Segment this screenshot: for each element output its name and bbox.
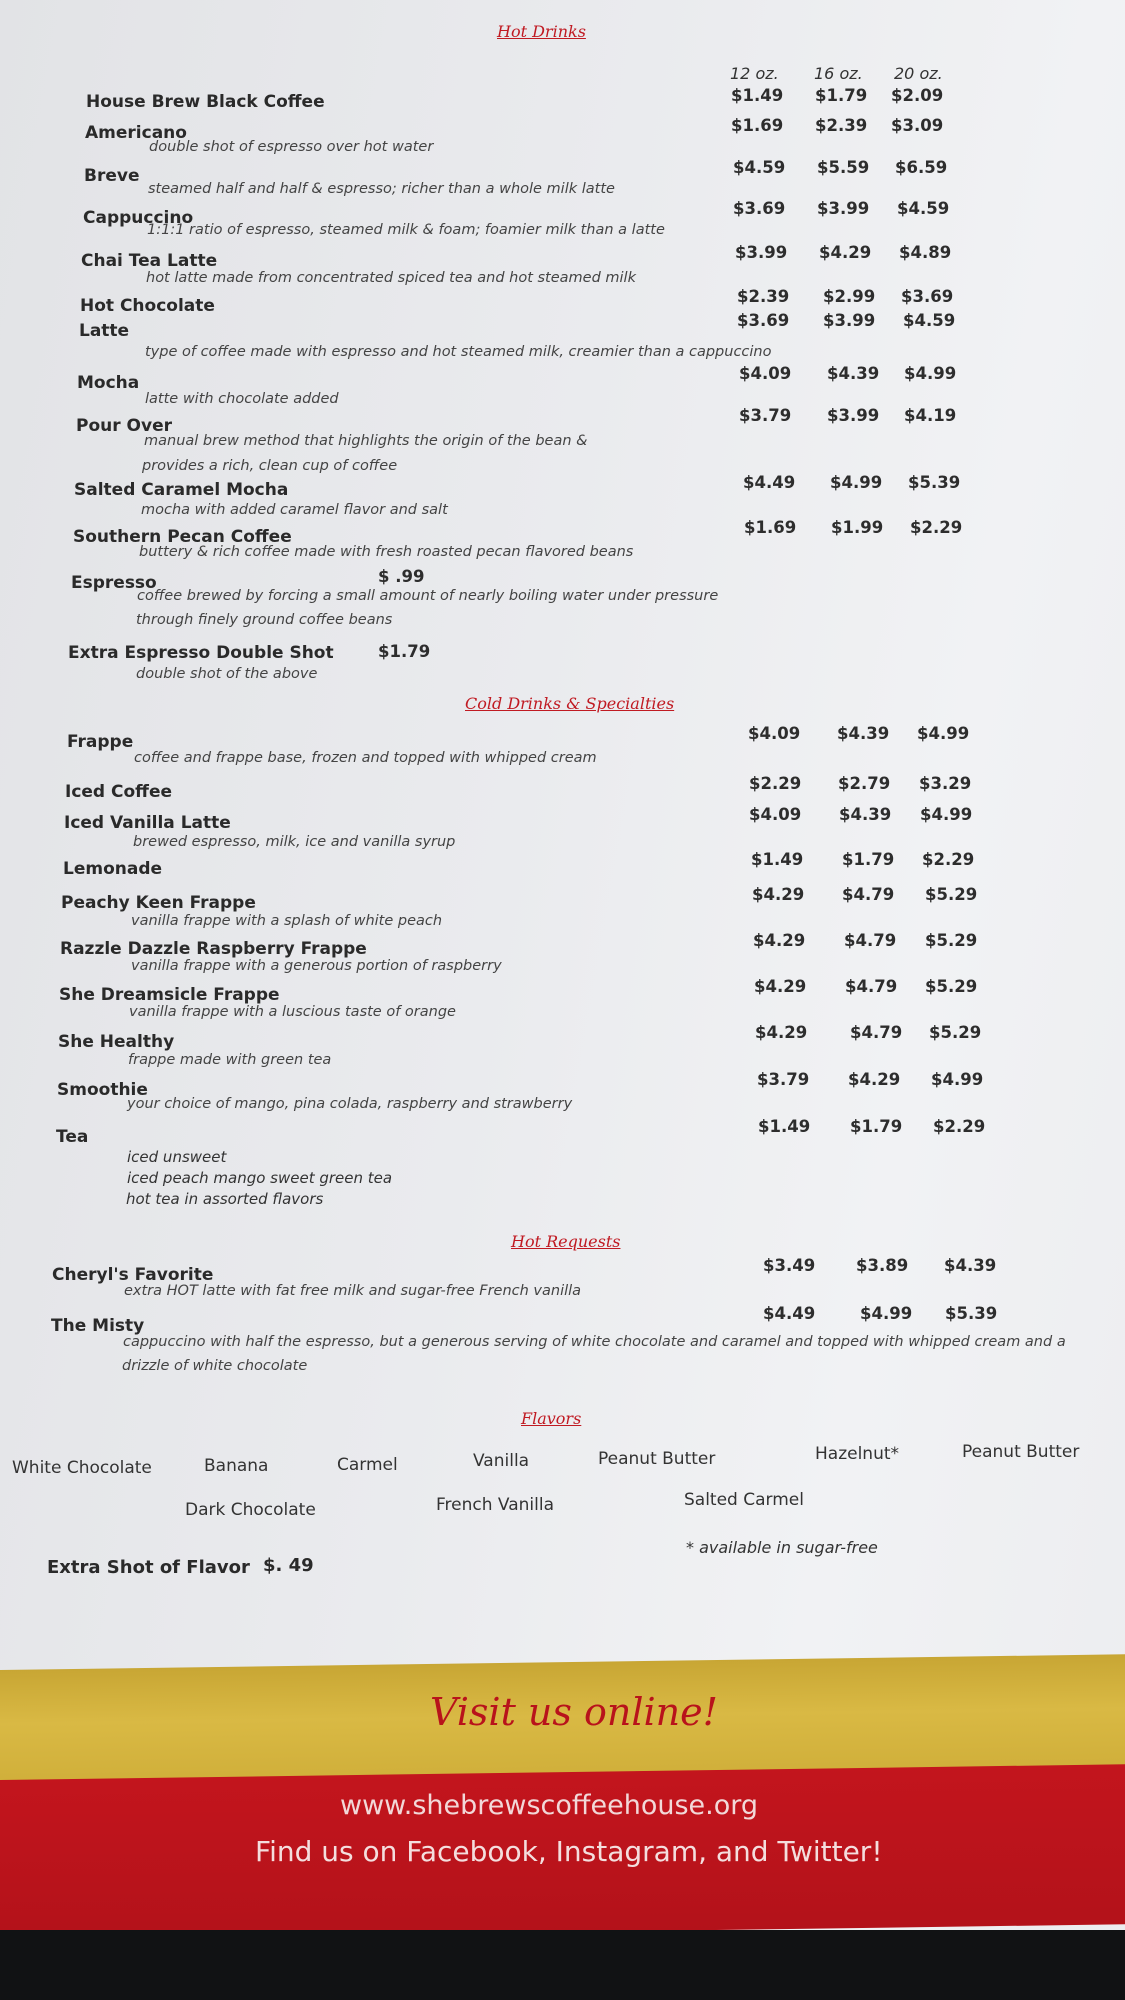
item-name: Espresso <box>71 573 157 593</box>
item-price: $2.29 <box>922 850 975 869</box>
item-description: vanilla frappe with a generous portion of raspberry <box>131 958 502 974</box>
item-description: vanilla frappe with a luscious taste of orange <box>129 1004 456 1020</box>
section-title-cold-drinks: Cold Drinks & Specialties <box>465 694 675 713</box>
item-price: $3.29 <box>919 774 972 793</box>
item-name: Southern Pecan Coffee <box>73 527 292 547</box>
flavor-item: Salted Carmel <box>684 1490 804 1510</box>
item-name: Iced Vanilla Latte <box>64 813 231 833</box>
item-price: $1.49 <box>758 1117 811 1136</box>
visit-us-online-heading: Visit us online! <box>430 1690 718 1734</box>
item-description: vanilla frappe with a splash of white peach <box>131 913 443 929</box>
item-name: Latte <box>79 321 130 341</box>
item-price: $4.59 <box>733 158 786 177</box>
item-name: Smoothie <box>57 1080 148 1100</box>
item-name: Mocha <box>77 373 140 393</box>
item-price: $4.09 <box>739 364 792 383</box>
size-header-12oz: 12 oz. <box>730 64 779 83</box>
item-name: Breve <box>84 166 140 186</box>
item-price: $4.99 <box>860 1304 913 1323</box>
item-name: House Brew Black Coffee <box>86 92 325 112</box>
social-media-text: Find us on Facebook, Instagram, and Twitter! <box>255 1835 883 1868</box>
item-price: $2.29 <box>910 518 963 537</box>
item-price: $3.99 <box>823 311 876 330</box>
item-price: $1.69 <box>731 116 784 135</box>
item-description: 1:1:1 ratio of espresso, steamed milk & foam; foamier milk than a latte <box>147 222 665 238</box>
item-price: $5.29 <box>925 977 978 996</box>
item-price: $3.69 <box>733 199 786 218</box>
item-name: She Healthy <box>58 1032 175 1052</box>
item-description: mocha with added caramel flavor and salt <box>141 502 448 518</box>
item-price: $4.49 <box>763 1304 816 1323</box>
website-link[interactable]: www.shebrewscoffeehouse.org <box>340 1790 759 1821</box>
item-price: $2.09 <box>891 86 944 105</box>
item-price: $3.79 <box>757 1070 810 1089</box>
item-description: type of coffee made with espresso and hot steamed milk, creamier than a cappuccino <box>145 344 772 360</box>
item-description: frappe made with green tea <box>128 1052 332 1068</box>
item-price: $ .99 <box>378 567 425 586</box>
item-price: $5.39 <box>945 1304 998 1323</box>
tea-option: hot tea in assorted flavors <box>126 1190 324 1208</box>
item-price: $5.29 <box>925 931 978 950</box>
item-price: $4.39 <box>827 364 880 383</box>
item-name: Americano <box>85 123 187 143</box>
item-price: $2.39 <box>737 287 790 306</box>
item-price: $4.59 <box>897 199 950 218</box>
item-name: Chai Tea Latte <box>81 251 218 271</box>
flavor-item: French Vanilla <box>436 1495 555 1515</box>
item-price: $4.09 <box>748 724 801 743</box>
item-name: Razzle Dazzle Raspberry Frappe <box>60 939 367 959</box>
item-price: $2.99 <box>823 287 876 306</box>
item-price: $4.29 <box>752 885 805 904</box>
item-description: steamed half and half & espresso; richer than a whole milk latte <box>148 181 615 197</box>
sugar-free-note: * available in sugar-free <box>686 1538 878 1557</box>
item-price: $4.79 <box>845 977 898 996</box>
item-price: $4.29 <box>848 1070 901 1089</box>
item-name: Salted Caramel Mocha <box>74 480 289 500</box>
item-price: $1.99 <box>831 518 884 537</box>
item-description: hot latte made from concentrated spiced tea and hot steamed milk <box>146 270 636 286</box>
item-price: $4.99 <box>920 805 973 824</box>
item-price: $4.39 <box>839 805 892 824</box>
item-price: $2.29 <box>933 1117 986 1136</box>
item-name: Lemonade <box>63 859 163 879</box>
item-description: latte with chocolate added <box>145 391 339 407</box>
tea-option: iced peach mango sweet green tea <box>127 1169 393 1187</box>
item-price: $4.29 <box>755 1023 808 1042</box>
item-price: $6.59 <box>895 158 948 177</box>
flavor-item: White Chocolate <box>12 1458 152 1478</box>
item-price: $4.99 <box>931 1070 984 1089</box>
item-name: She Dreamsicle Frappe <box>59 985 280 1005</box>
item-price: $4.99 <box>904 364 957 383</box>
flavor-item: Peanut Butter <box>962 1442 1080 1462</box>
item-description: brewed espresso, milk, ice and vanilla syrup <box>133 834 456 850</box>
item-description: extra HOT latte with fat free milk and sugar-free French vanilla <box>124 1283 582 1299</box>
item-price: $3.09 <box>891 116 944 135</box>
item-price: $4.19 <box>904 406 957 425</box>
item-name: Iced Coffee <box>65 782 173 802</box>
item-price: $4.79 <box>844 931 897 950</box>
item-price: $2.39 <box>815 116 868 135</box>
table-surface <box>0 1930 1125 2000</box>
item-price: $4.59 <box>903 311 956 330</box>
tea-option: iced unsweet <box>127 1148 227 1166</box>
flavor-item: Hazelnut* <box>815 1444 900 1464</box>
item-price: $4.29 <box>754 977 807 996</box>
flavor-item: Banana <box>204 1456 269 1476</box>
flavor-item: Dark Chocolate <box>185 1500 316 1520</box>
item-price: $1.79 <box>815 86 868 105</box>
item-price: $4.09 <box>749 805 802 824</box>
item-price: $3.49 <box>763 1256 816 1275</box>
item-description: double shot of the above <box>136 666 318 682</box>
item-price: $4.99 <box>917 724 970 743</box>
item-price: $3.99 <box>827 406 880 425</box>
flavor-item: Peanut Butter <box>598 1449 716 1469</box>
item-name: Cheryl's Favorite <box>52 1265 214 1285</box>
item-price: $2.29 <box>749 774 802 793</box>
item-price: $1.49 <box>731 86 784 105</box>
section-title-hot-requests: Hot Requests <box>511 1232 621 1251</box>
item-description: coffee brewed by forcing a small amount of nearly boiling water under pressure <box>137 588 719 604</box>
item-price: $3.99 <box>735 243 788 262</box>
item-price: $5.29 <box>929 1023 982 1042</box>
item-description: coffee and frappe base, frozen and topped with whipped cream <box>134 750 597 766</box>
item-name: The Misty <box>51 1316 145 1336</box>
item-description: manual brew method that highlights the origin of the bean & <box>144 433 588 449</box>
size-header-16oz: 16 oz. <box>814 64 863 83</box>
item-name: Tea <box>56 1127 89 1147</box>
item-price: $3.89 <box>856 1256 909 1275</box>
item-price: $5.29 <box>925 885 978 904</box>
item-price: $4.99 <box>830 473 883 492</box>
item-price: $1.79 <box>378 642 431 661</box>
section-title-hot-drinks: Hot Drinks <box>497 22 586 41</box>
flavor-item: Carmel <box>337 1455 398 1475</box>
item-price: $1.79 <box>850 1117 903 1136</box>
item-price: $1.49 <box>751 850 804 869</box>
item-description: cappuccino with half the espresso, but a generous serving of white chocolate and caramel and topped with whipped cream and a <box>123 1334 1066 1350</box>
item-price: $3.69 <box>737 311 790 330</box>
item-name: Peachy Keen Frappe <box>61 893 256 913</box>
item-price: $4.49 <box>743 473 796 492</box>
item-price: $4.89 <box>899 243 952 262</box>
item-description: buttery & rich coffee made with fresh roasted pecan flavored beans <box>139 544 634 560</box>
item-price: $4.39 <box>944 1256 997 1275</box>
item-name: Cappuccino <box>83 208 194 228</box>
item-price: $5.59 <box>817 158 870 177</box>
item-description: drizzle of white chocolate <box>122 1358 308 1374</box>
item-description: provides a rich, clean cup of coffee <box>142 458 398 474</box>
item-price: $4.79 <box>850 1023 903 1042</box>
item-price: $4.79 <box>842 885 895 904</box>
item-price: $3.69 <box>901 287 954 306</box>
item-price: $4.39 <box>837 724 890 743</box>
item-name: Frappe <box>67 732 134 752</box>
section-title-flavors: Flavors <box>521 1409 582 1428</box>
flavor-item: Vanilla <box>473 1451 530 1471</box>
item-description: your choice of mango, pina colada, raspberry and strawberry <box>127 1096 573 1112</box>
item-name: Pour Over <box>76 416 172 436</box>
extra-shot-price: $. 49 <box>263 1555 314 1576</box>
item-price: $4.29 <box>819 243 872 262</box>
item-price: $2.79 <box>838 774 891 793</box>
item-price: $3.79 <box>739 406 792 425</box>
item-price: $1.79 <box>842 850 895 869</box>
item-price: $4.29 <box>753 931 806 950</box>
item-description: double shot of espresso over hot water <box>149 139 434 155</box>
item-price: $3.99 <box>817 199 870 218</box>
item-description: through finely ground coffee beans <box>136 612 393 628</box>
item-price: $1.69 <box>744 518 797 537</box>
item-name: Extra Espresso Double Shot <box>68 643 334 663</box>
size-header-20oz: 20 oz. <box>894 64 943 83</box>
item-name: Hot Chocolate <box>80 296 215 316</box>
extra-shot-label: Extra Shot of Flavor <box>47 1557 250 1578</box>
item-price: $5.39 <box>908 473 961 492</box>
